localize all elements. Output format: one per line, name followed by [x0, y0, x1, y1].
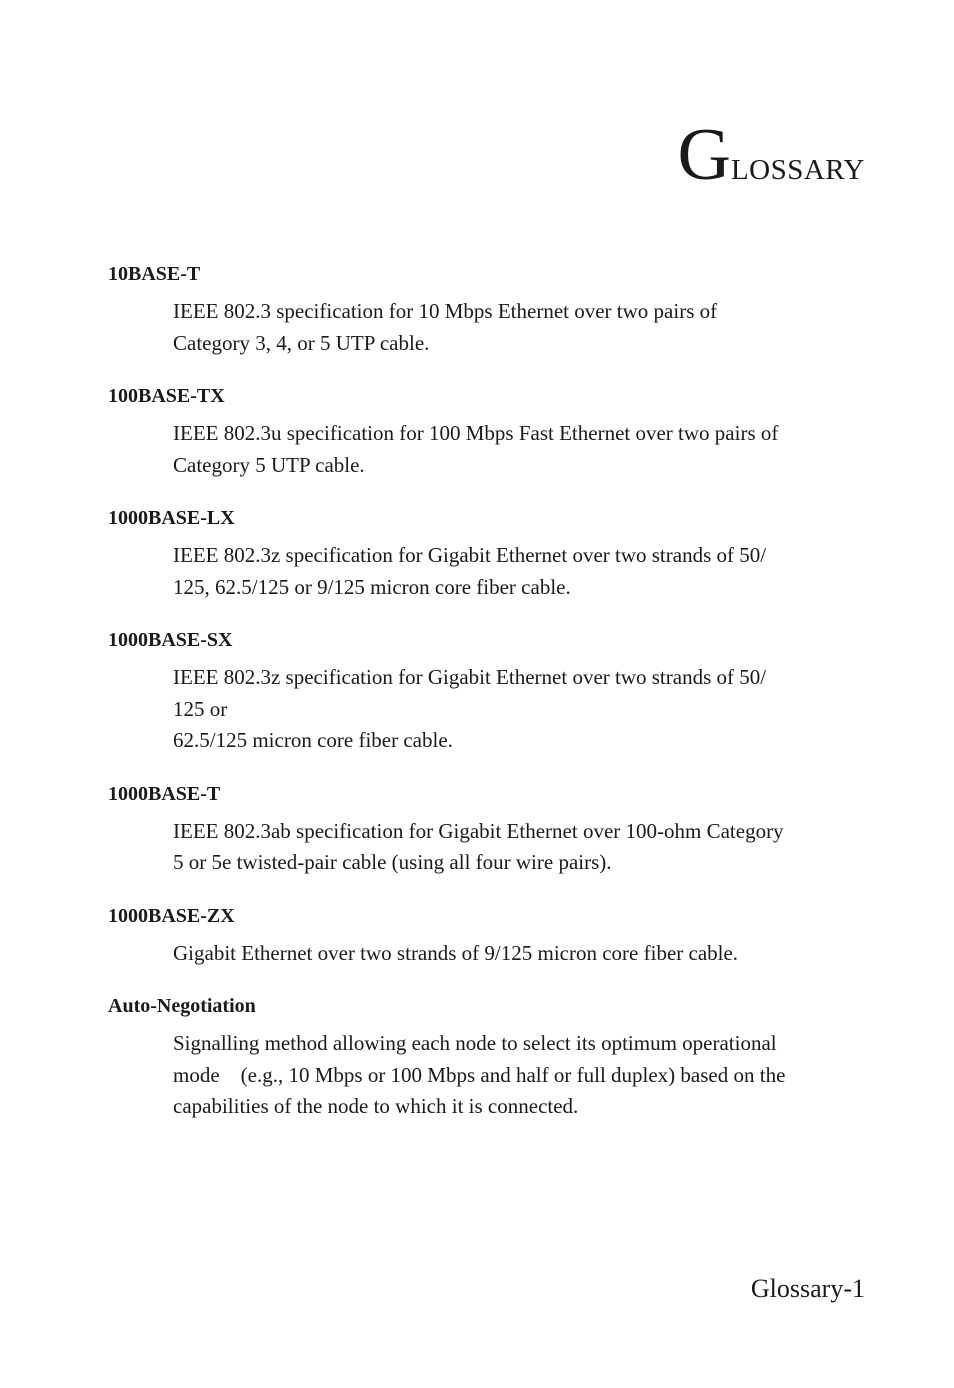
glossary-definition — [173, 540, 868, 603]
glossary-term: 1000BASE-SX — [108, 629, 233, 651]
page-title — [677, 114, 866, 196]
glossary-term: 1000BASE-ZX — [108, 904, 235, 927]
glossary-entry — [108, 902, 868, 970]
definition-line: 62.5/125 micron core fiber cable. — [173, 728, 453, 752]
glossary-term: 10BASE-T — [108, 263, 201, 285]
definition-line: IEEE 802.3ab specification for Gigabit Ethernet over 100-ohm Category — [173, 818, 784, 843]
page-number: Glossary-1 — [750, 1274, 865, 1303]
glossary-entry — [108, 992, 868, 1123]
glossary-entry — [108, 382, 868, 481]
glossary-definition — [173, 296, 868, 359]
page-title-rest: lossary — [730, 143, 865, 189]
definition-line: capabilities of the node to which it is connected. — [173, 1094, 579, 1118]
definition-line: Signalling method allowing each node to select its optimum operational — [173, 1031, 777, 1055]
glossary-definition — [173, 418, 868, 481]
glossary-definition — [173, 662, 868, 757]
glossary-term: 1000BASE-T — [108, 782, 221, 805]
definition-line: IEEE 802.3 specification for 10 Mbps Ethernet over two pairs of — [173, 299, 718, 323]
glossary-entry — [108, 626, 868, 757]
definition-line: IEEE 802.3u specification for 100 Mbps Fast Ethernet over two pairs of — [173, 421, 779, 445]
definition-line: mode (e.g., 10 Mbps or 100 Mbps and half or full duplex) based on the — [173, 1062, 786, 1087]
definition-line: IEEE 802.3z specification for Gigabit Ethernet over two strands of 50/ — [173, 543, 767, 567]
definition-line: 125 or — [173, 696, 228, 721]
glossary-entry — [108, 260, 868, 359]
glossary-definition — [173, 816, 868, 879]
definition-line: 125, 62.5/125 or 9/125 micron core fiber cable. — [173, 574, 571, 599]
page-title-initial: G — [677, 114, 731, 196]
glossary-term: Auto-Negotiation — [108, 995, 256, 1017]
definition-line: Gigabit Ethernet over two strands of 9/125 micron core fiber cable. — [173, 940, 739, 965]
definition-line: Category 3, 4, or 5 UTP cable. — [173, 330, 430, 355]
glossary-term: 1000BASE-LX — [108, 507, 235, 529]
definition-line: Category 5 UTP cable. — [173, 452, 365, 477]
glossary-definition — [173, 1028, 868, 1123]
glossary-definition — [173, 938, 868, 970]
glossary-list — [108, 260, 868, 1146]
definition-line: IEEE 802.3z specification for Gigabit Ethernet over two strands of 50/ — [173, 665, 767, 689]
definition-line: 5 or 5e twisted-pair cable (using all four wire pairs). — [173, 850, 612, 874]
glossary-entry — [108, 504, 868, 603]
glossary-term: 100BASE-TX — [108, 385, 225, 407]
glossary-entry — [108, 780, 868, 879]
